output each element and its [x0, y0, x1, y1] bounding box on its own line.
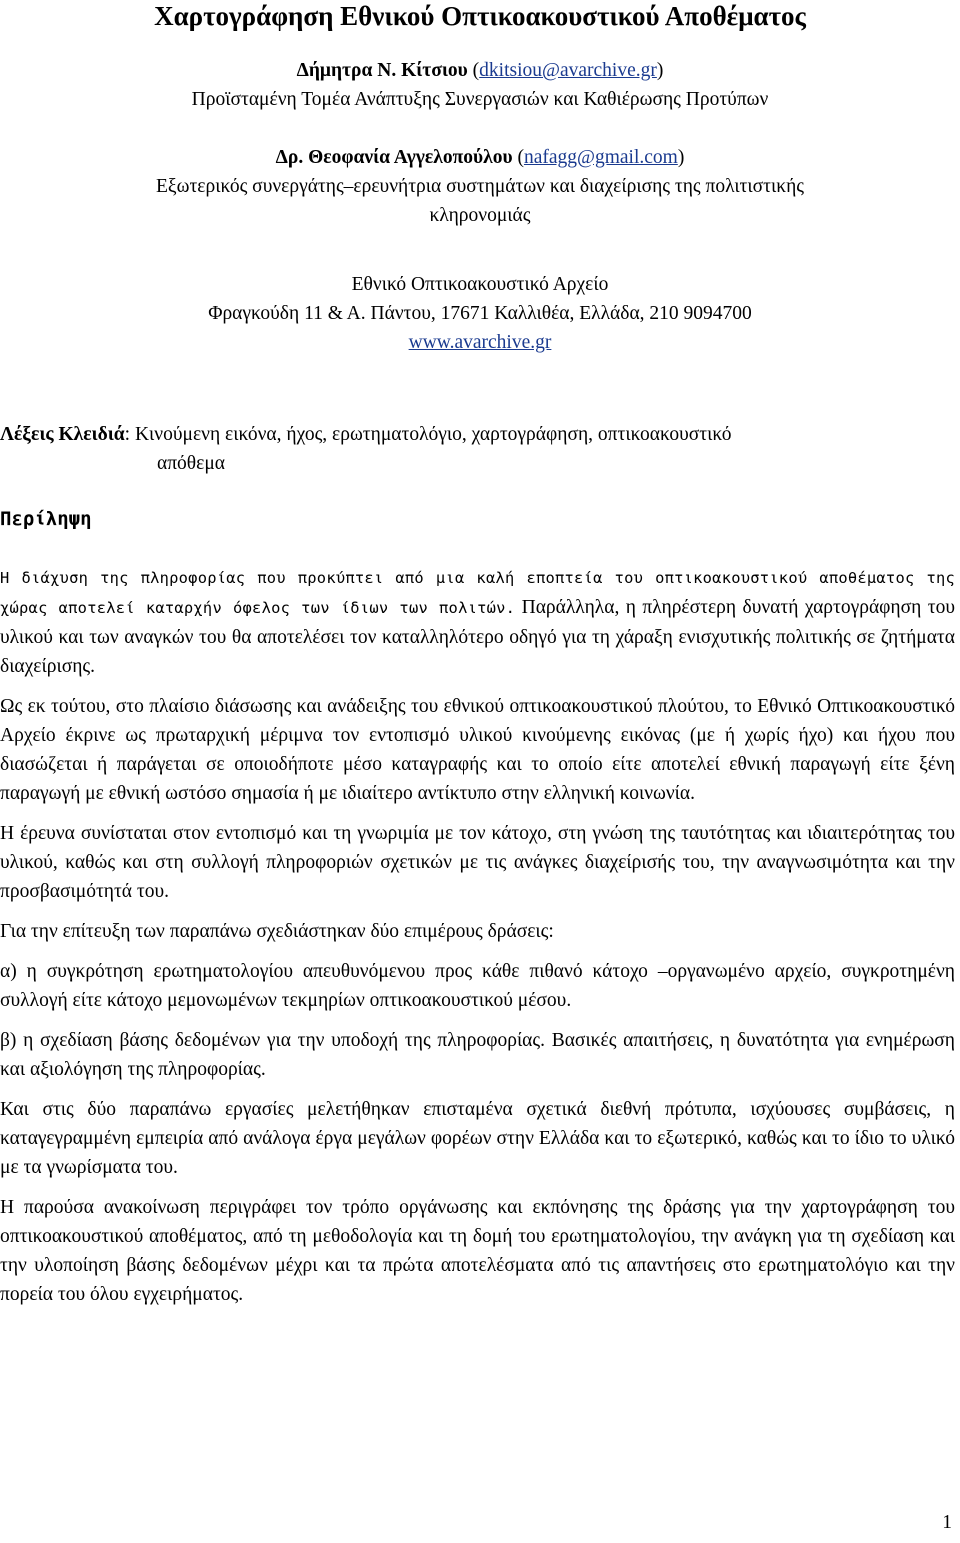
institution-address: Φραγκούδη 11 & Α. Πάντου, 17671 Καλλιθέα, Ελλάδα, 210 9094700 [208, 303, 752, 324]
keywords-separator: : [124, 424, 135, 445]
institution-name: Εθνικό Οπτικοακουστικό Αρχείο [351, 274, 609, 295]
author1-role: Προϊσταμένη Τομέα Ανάπτυξης Συνεργασιών και Καθιέρωσης Προτύπων [191, 89, 769, 110]
author2-email-link[interactable]: nafagg@gmail.com [523, 147, 678, 168]
author2-role-line1: Εξωτερικός συνεργάτης–ερευνήτρια συστημάτων και διαχείρισης της πολιτιστικής [156, 176, 804, 197]
abstract-paragraph-6: β) η σχεδίαση βάσης δεδομένων για την υποδοχή της πληροφορίας. Βασικές απαιτήσεις, η δυνατότητα για ενημέρωση και αξιολόγηση της πληροφορίας. [0, 1030, 955, 1080]
paragraph-1-mono-text: Η διάχυση της πληροφορίας που προκύπτει από μια καλή εποπτεία του οπτικοακουστικού αποθέματος της χώρας αποτελεί καταρχήν όφελος των ίδιων των πολιτών. [0, 569, 955, 617]
author2-line [0, 143, 960, 172]
keywords-line2: απόθεμα [157, 453, 226, 474]
author1-paren-open: ( [467, 60, 480, 81]
abstract-paragraph-1 [0, 563, 955, 681]
author1-line [0, 56, 960, 85]
author1-email-link[interactable]: dkitsiou@avarchive.gr [479, 60, 657, 81]
page-number: 1 [942, 1512, 952, 1533]
abstract-paragraph-2: Ως εκ τούτου, στο πλαίσιο διάσωσης και ανάδειξης του εθνικού οπτικοακουστικού πλούτου, το Εθνικό Οπτικοακουστικό Αρχείο έκρινε ως πρωταρχική μέριμνα τον εντοπισμό υλικού κινούμενης εικόνας (με ή χωρίς ήχο) και ήχου που διασώζεται ή παράγεται σε οποιοδήποτε μέσο καταγραφής και το οποίο είτε αποτελεί εθνική παραγωγή είτε ξένη παραγωγή με εθνική ωστόσο σημασία ή με ιδιαίτερο αντίκτυπο στην ελληνική κοινωνία. [0, 696, 955, 804]
author2-name: Δρ. Θεοφανία Αγγελοπούλου [275, 147, 513, 168]
abstract-paragraph-7: Και στις δύο παραπάνω εργασίες μελετήθηκαν επισταμένα σχετικά διεθνή πρότυπα, ισχύουσες συμβάσεις, η καταγεγραμμένη εμπειρία από ανάλογα έργα μεγάλων φορέων στην Ελλάδα και το εξωτερικό, καθώς και το ίδιο το υλικό με τα γνωρίσματα του. [0, 1099, 955, 1178]
paragraph-1-text: Παράλληλα, η πληρέστερη δυνατή χαρτογράφηση του υλικού και των αναγκών του θα αποτελέσει τον καταλληλότερο οδηγό για τη χάραξη ενισχυτικής πολιτικής σε ζητήματα διαχείρισης. [0, 597, 955, 677]
abstract-paragraph-5: α) η συγκρότηση ερωτηματολογίου απευθυνόμενου προς κάθε πιθανό κάτοχο –οργανωμένο αρχείο, συγκροτημένη συλλογή είτε κάτοχο μεμονωμένων τεκμηρίων οπτικοακουστικού μέσου. [0, 961, 955, 1011]
abstract-body [0, 563, 955, 1320]
abstract-paragraph-8: Η παρούσα ανακοίνωση περιγράφει τον τρόπο οργάνωσης και εκπόνησης της δράσης για την χαρτογράφηση του οπτικοακουστικού αποθέματος, από τη μεθοδολογία και τη δομή του ερωτηματολογίου, την ανάγκη για τη σχεδίαση και την υλοποίηση βάσης δεδομένων μέχρι και τα πρώτα αποτελέσματα από τις απαντήσεις στο ερωτηματολόγιο και την πορεία του όλου εγχειρήματος. [0, 1197, 955, 1305]
author1-paren-close: ) [656, 60, 664, 81]
abstract-paragraph-3: Η έρευνα συνίσταται στον εντοπισμό και τη γνωριμία με τον κάτοχο, στη γνώση της ταυτότητας και ιδιαιτερότητας του υλικού, καθώς και στη συλλογή πληροφοριών σχετικών με τις ανάγκες διαχείρισής του, την αναγνωσιμότητα και την προσβασιμότητά του. [0, 823, 955, 902]
paper-title: Χαρτογράφηση Εθνικού Οπτικοακουστικού Αποθέματος [154, 1, 806, 31]
keywords-block [0, 420, 955, 478]
abstract-heading: Περίληψη [0, 508, 92, 530]
author2-role-line2: κληρονομιάς [429, 205, 531, 226]
keywords-label: Λέξεις Κλειδιά [0, 424, 125, 445]
author1-name: Δήμητρα Ν. Κίτσιου [296, 60, 468, 81]
institution-website-line [0, 328, 960, 357]
author2-paren-close: ) [677, 147, 685, 168]
author2-paren-open: ( [512, 147, 524, 168]
abstract-paragraph-4: Για την επίτευξη των παραπάνω σχεδιάστηκαν δύο επιμέρους δράσεις: [0, 921, 554, 942]
keywords-line1: Κινούμενη εικόνα, ήχος, ερωτηματολόγιο, χαρτογράφηση, οπτικοακουστικό [134, 424, 732, 445]
institution-website-link[interactable]: www.avarchive.gr [408, 332, 552, 353]
